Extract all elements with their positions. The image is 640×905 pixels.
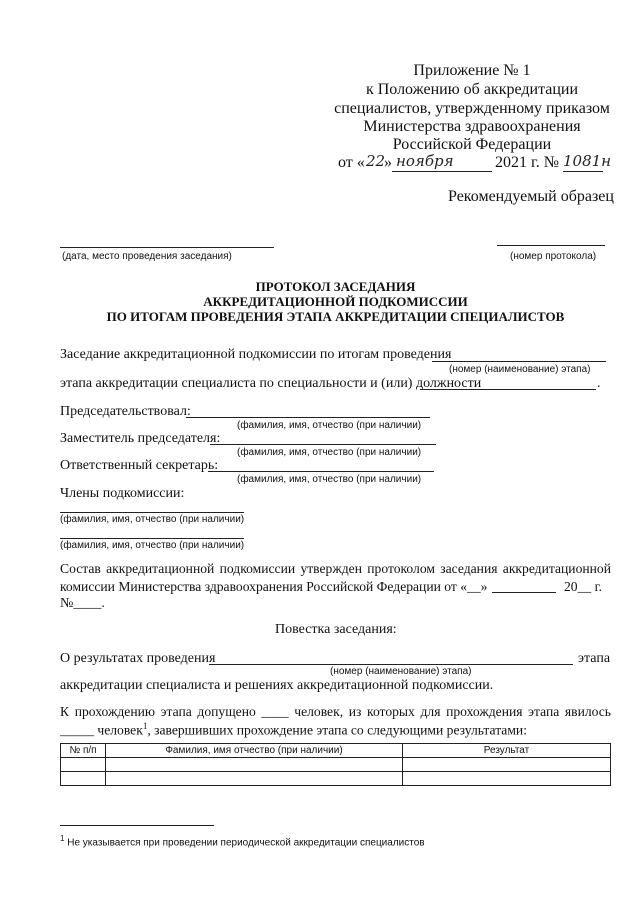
caption-chairman-fio: (фамилия, имя, отчество (при наличии) bbox=[237, 420, 422, 431]
admission-line-1: К прохождению этапа допущено ____ человек, из которых для прохождения этапа явилось bbox=[60, 704, 611, 719]
label-members: Члены подкомиссии: bbox=[60, 486, 185, 501]
date-month-handwritten: ноября bbox=[396, 152, 454, 170]
title-line-1: ПРОТОКОЛ ЗАСЕДАНИЯ bbox=[255, 279, 416, 294]
composition-line-2a: комиссии Министерства здравоохранения Российской Федерации от «__» bbox=[60, 579, 488, 594]
table-cell bbox=[403, 758, 611, 772]
order-number-handwritten: 1081н bbox=[563, 152, 612, 170]
table-cell bbox=[106, 772, 403, 786]
table-header-row bbox=[61, 744, 611, 758]
table-cell bbox=[403, 772, 611, 786]
caption-agenda-stage: (номер (наименование) этапа) bbox=[330, 666, 472, 677]
footnote-mark: 1 bbox=[60, 834, 65, 843]
admission-tail: , завершивших прохождение этапа со следующими результатами: bbox=[147, 722, 527, 738]
agenda-line-1-start: О результатах проведения bbox=[60, 651, 216, 666]
header-result: Результат bbox=[403, 744, 611, 758]
footnote-separator bbox=[60, 825, 214, 826]
date-mid: » bbox=[384, 154, 392, 171]
label-chairman: Председательствовал: bbox=[60, 404, 191, 419]
title-line-3: ПО ИТОГАМ ПРОВЕДЕНИЯ ЭТАПА АККРЕДИТАЦИИ СПЕЦИАЛИСТОВ bbox=[106, 309, 565, 324]
table-cell bbox=[106, 758, 403, 772]
date-day-handwritten: 22 bbox=[366, 152, 386, 170]
label-secretary: Ответственный секретарь: bbox=[60, 458, 219, 473]
label-deputy-chairman: Заместитель председателя: bbox=[60, 431, 221, 446]
date-prefix: от « bbox=[338, 154, 365, 171]
footnote-text: Не указывается при проведении периодической аккредитации специалистов bbox=[64, 837, 425, 849]
table-row bbox=[61, 758, 611, 772]
table-cell bbox=[61, 758, 106, 772]
appendix-line-4: Министерства здравоохранения bbox=[363, 118, 581, 135]
caption-member-1-fio: (фамилия, имя, отчество (при наличии) bbox=[60, 514, 245, 525]
session-line-2-end: . bbox=[597, 376, 601, 391]
agenda-line-2: аккредитации специалиста и решениях аккредитационной подкомиссии. bbox=[60, 678, 494, 693]
appendix-line-3: специалистов, утвержденному приказом bbox=[334, 100, 610, 117]
recommended-sample: Рекомендуемый образец bbox=[448, 188, 614, 205]
admission-line-2 bbox=[60, 721, 527, 739]
caption-stage-number: (номер (наименование) этапа) bbox=[449, 364, 591, 375]
header-fio: Фамилия, имя отчество (при наличии) bbox=[106, 744, 403, 758]
results-table bbox=[60, 743, 611, 786]
title-line-2: АККРЕДИТАЦИОННОЙ ПОДКОМИССИИ bbox=[203, 294, 468, 309]
composition-line-2b: 20__ г. bbox=[564, 579, 603, 594]
date-year: 2021 г. № bbox=[495, 154, 560, 171]
header-number: № п/п bbox=[61, 744, 106, 758]
agenda-line-1-end: этапа bbox=[578, 651, 611, 666]
footnote-reference: 1 bbox=[142, 721, 148, 731]
appendix-line-2: к Положению об аккредитации bbox=[365, 81, 579, 98]
session-line-2: этапа аккредитации специалиста по специальности и (или) должности bbox=[60, 376, 482, 391]
caption-protocol-number: (номер протокола) bbox=[510, 251, 597, 262]
agenda-heading: Повестка заседания: bbox=[275, 622, 397, 637]
admission-count: _____ человек bbox=[60, 722, 143, 738]
table-row bbox=[61, 772, 611, 786]
composition-line-1: Состав аккредитационной подкомиссии утвержден протоколом заседания аккредитационной bbox=[60, 561, 611, 576]
caption-secretary-fio: (фамилия, имя, отчество (при наличии) bbox=[237, 474, 422, 485]
footnote bbox=[60, 834, 425, 848]
caption-deputy-fio: (фамилия, имя, отчество (при наличии) bbox=[237, 447, 422, 458]
caption-member-2-fio: (фамилия, имя, отчество (при наличии) bbox=[60, 540, 245, 551]
appendix-line-5: Российской Федерации bbox=[392, 136, 552, 153]
appendix-line-1: Приложение № 1 bbox=[413, 62, 531, 79]
caption-date-place: (дата, место проведения заседания) bbox=[62, 251, 232, 262]
table-cell bbox=[61, 772, 106, 786]
composition-line-3: №____. bbox=[60, 596, 105, 611]
session-line-1: Заседание аккредитационной подкомиссии по итогам проведения bbox=[60, 347, 452, 362]
